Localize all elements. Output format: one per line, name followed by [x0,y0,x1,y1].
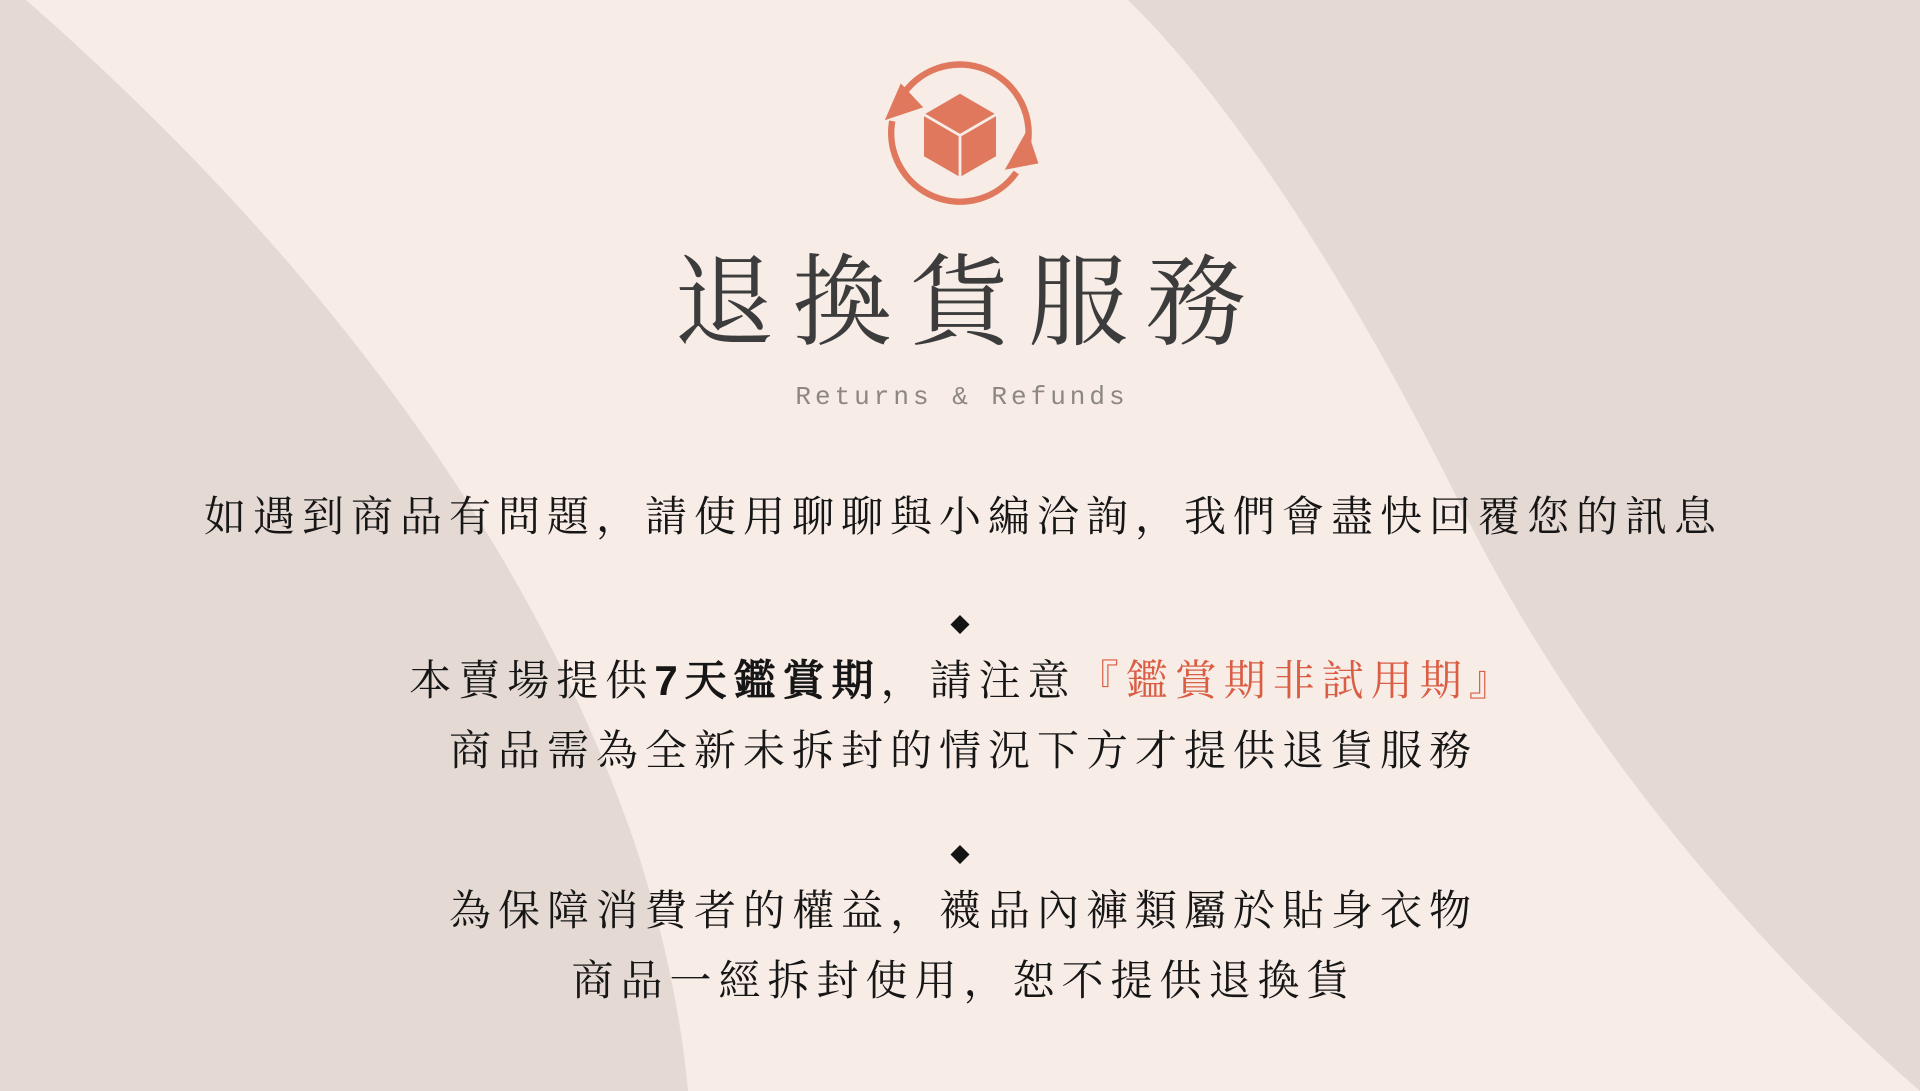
trial-text-1: 本賣場提供 [409,657,655,704]
diamond-separator: ◆ [950,838,970,867]
trial-text-2: ，請注意 [880,657,1077,704]
arrowhead-up-icon [1005,130,1039,170]
trial-text-accent: 『鑑賞期非試用期』 [1076,657,1518,704]
arrowhead-ccw-icon [885,83,923,120]
trial-text-bold: 7天鑑賞期 [654,657,881,704]
page-title: 退換貨服務 [674,247,1264,359]
hygiene-policy-note [449,876,1478,1016]
contact-note [204,482,1723,552]
trial-period-note [409,646,1517,786]
contact-note-text: 如遇到商品有問題，請使用聊聊與小編洽詢，我們會盡快回覆您的訊息 [203,493,1723,540]
trial-period-line1 [409,646,1517,716]
hygiene-policy-line1: 為保障消費者的權益，襪品內褲類屬於貼身衣物 [448,887,1478,934]
trial-period-line2: 商品需為全新未拆封的情況下方才提供退貨服務 [448,727,1478,774]
hygiene-policy-line2: 商品一經拆封使用，恕不提供退換貨 [571,957,1356,1004]
returns-cycle-icon [880,53,1040,213]
diamond-separator: ◆ [950,608,970,637]
page-subtitle: Returns & Refunds [795,382,1129,412]
